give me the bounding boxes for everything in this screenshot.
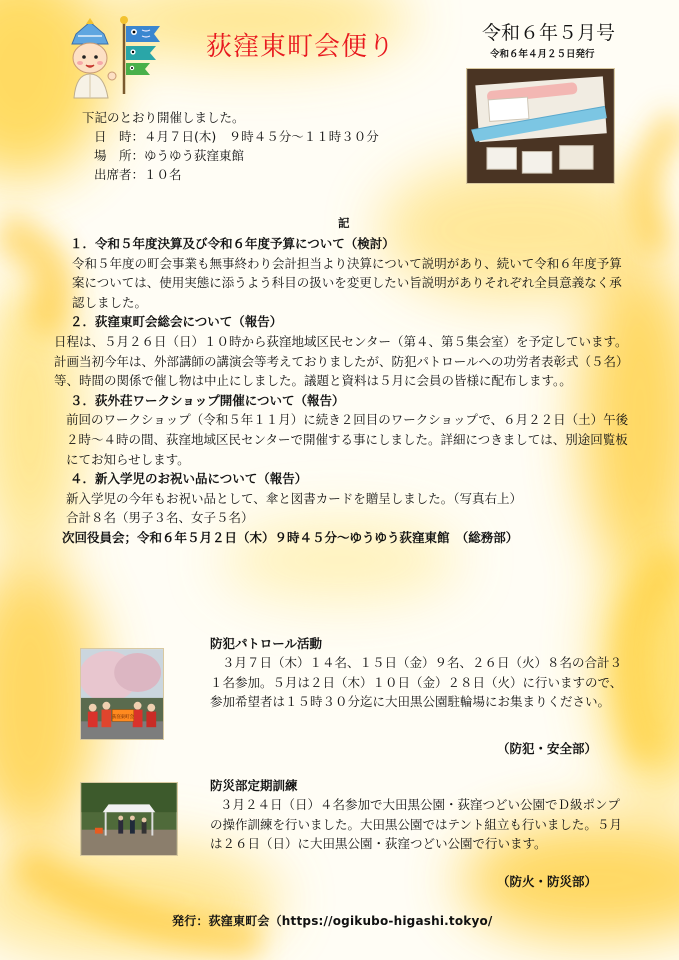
ki-heading: 記 <box>338 216 350 230</box>
patrol-photo <box>80 648 164 740</box>
issue-label: 令和６年５月号 <box>482 22 616 44</box>
koinobori-child-illustration <box>64 14 168 100</box>
section-heading: ２．荻窪東町会総会について（報告） <box>70 314 283 330</box>
drill-signature: （防火・防災部） <box>497 874 598 889</box>
meeting-date: 日 時：４月７日(木) ９時４５分〜１１時３０分 <box>94 129 379 144</box>
agenda-content <box>54 234 632 548</box>
section-heading: １．令和５年度決算及び令和６年度予算について（検討） <box>70 236 395 251</box>
meeting-summary <box>82 108 379 184</box>
section-paragraph: 日程は、５月２６日（日）１０時から荻窪地域区民センター（第４、第５集会室）を予定しています。 <box>54 333 628 349</box>
section-heading: ４．新入学児のお祝い品について（報告） <box>70 471 308 487</box>
publish-date: 令和６年４月２５日発行 <box>490 49 595 60</box>
section-heading: ３．荻外荘ワークショップ開催について（報告） <box>70 392 345 408</box>
drill-title: 防災部定期訓練 <box>210 778 298 793</box>
disaster-drill-photo <box>80 782 178 856</box>
umbrella-gift-photo <box>466 68 615 184</box>
section-paragraph: 計画当初今年は、外部講師の講演会等考えておりましたが、防犯パトロールへの功労者表彰式（５名）等、時間の関係で催し物は中止にしました。議題と資料は５月に会員の皆様に配布します。。 <box>54 353 629 389</box>
meeting-place: 場 所：ゆうゆう荻窪東館 <box>94 148 245 163</box>
next-meeting: 次回役員会；令和６年５月２日（木）９時４５分〜ゆうゆう荻窪東館 （総務部） <box>62 529 519 545</box>
patrol-title: 防犯パトロール活動 <box>210 636 323 651</box>
newsletter-title: 荻窪東町会便り <box>206 32 396 62</box>
footer-publisher: 発行：荻窪東町会（https://ogikubo-higashi.tokyo/ <box>172 914 493 928</box>
section-paragraph: 令和５年度の町会事業も無事終わり会計担当より決算について説明があり、続いて令和６年度予算案については、使用実態に添うよう科目の扱いを変更したい旨説明がありそれぞれ全員意義なく承認しました。 <box>72 255 622 310</box>
drill-body: ３月２４日（日）４名参加で大田黒公園・荻窪つどい公園でＤ級ポンプの操作訓練を行いました。大田黒公園ではテント組立も行いました。５月は２６日（日）に大田黒公園・荻窪つどい公園で行います。 <box>210 797 622 851</box>
patrol-banner-text: 荻窪東町会 <box>112 714 134 720</box>
intro-lead: 下記のとおり開催しました。 <box>82 110 245 125</box>
section-paragraph: 新入学児の今年もお祝い品として、傘と図書カードを贈呈しました。（写真右上） <box>66 490 523 506</box>
section-paragraph: 前回のワークショップ（令和５年１１月）に続き２回目のワークショップで、６月２２日（土）午後２時〜４時の間、荻窪地域区民センターで開催する事にしました。詳細につきましては、別途回覧板にてお知らせします。 <box>66 412 629 467</box>
patrol-body: ３月７日（木）１４名、１５日（金）９名、２６日（火）８名の合計３１名参加。５月は２日（木）１０日（金）２８日（火）に行いますので、参加希望者は１５時３０分迄に大田黒公園駐輪場にお集まりください。 <box>210 655 623 709</box>
section-paragraph: 合計８名（男子３名、女子５名） <box>66 510 254 526</box>
patrol-signature: （防犯・安全部） <box>497 741 598 756</box>
meeting-attendees: 出席者：１０名 <box>94 167 182 182</box>
